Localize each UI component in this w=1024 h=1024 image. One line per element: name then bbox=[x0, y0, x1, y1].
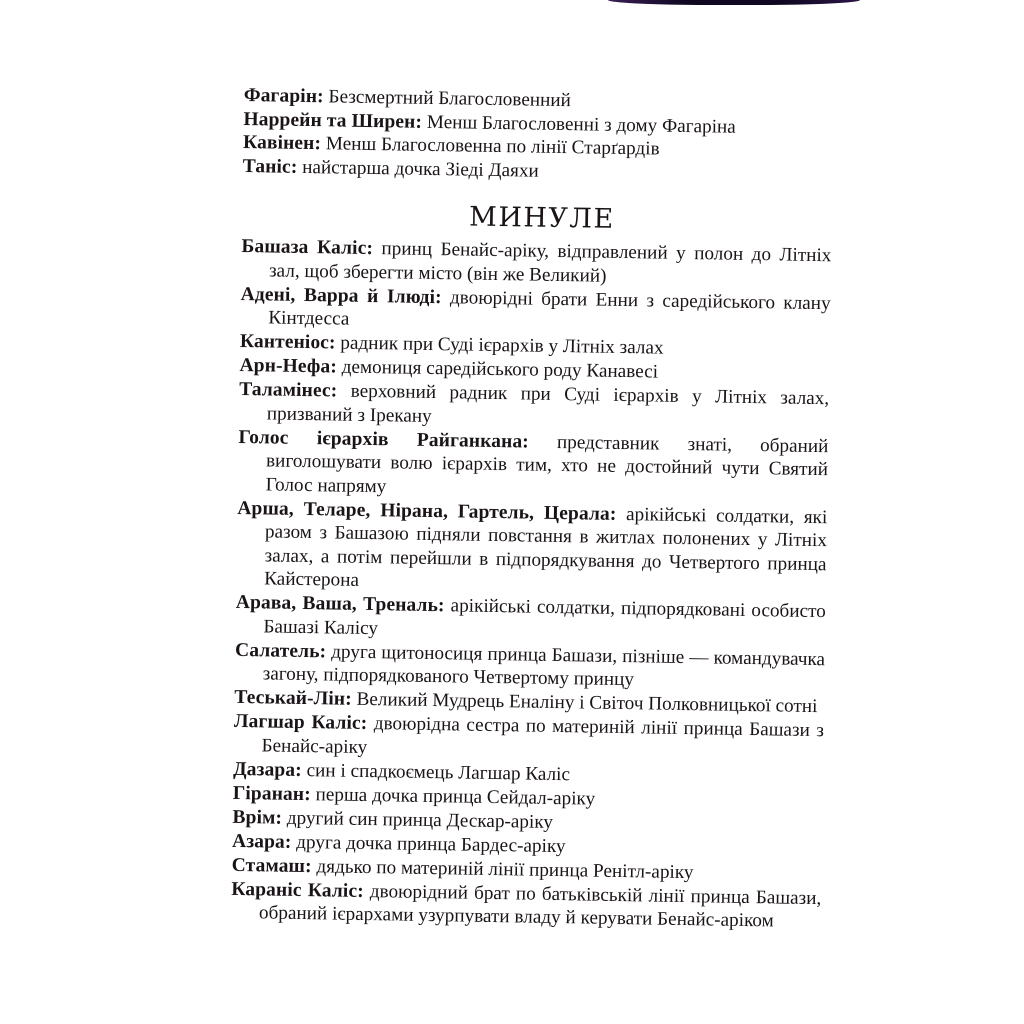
character-entry bbox=[233, 710, 824, 766]
book-page bbox=[231, 84, 834, 934]
character-name: Адені, Варра й Ілюді: bbox=[240, 283, 442, 308]
character-description: дядько по материній лінії принца Ренітл-аріку bbox=[316, 855, 694, 883]
section-title-past: МИНУЛЕ bbox=[468, 201, 615, 235]
character-description: Безсмертний Благословенний bbox=[328, 86, 572, 112]
character-entry bbox=[239, 378, 830, 434]
character-name: Наррейн та Ширен: bbox=[243, 108, 423, 133]
character-description: радник при Суді ієрархів у Літніх залах bbox=[340, 332, 664, 359]
character-entry bbox=[235, 638, 826, 694]
character-entry bbox=[241, 235, 832, 291]
character-name: Башаза Каліс: bbox=[241, 235, 374, 260]
character-name: Арн-Нефа: bbox=[239, 354, 338, 378]
character-name: Кавінен: bbox=[242, 131, 322, 155]
character-description: двоюрідний брат по батьківській лінії принца Башази, обраний ієрархами узурпувати владу й керувати Бенайс-аріком bbox=[258, 880, 822, 932]
character-name: Арша, Теларе, Нірана, Гартель, Церала: bbox=[237, 497, 617, 525]
character-description: двоюрідні брати Енни з саредійського клану Кінтдесса bbox=[268, 286, 831, 330]
character-entry bbox=[235, 591, 826, 647]
character-name: Кантеніос: bbox=[239, 330, 336, 354]
character-description: арікійські солдатки, які разом з Башазою підняли повстання в житлах полонених у Літніх залах, а потім перейшли в підпорядкування до Четвертого принца Кайстерона bbox=[264, 503, 828, 591]
character-description: другий син принца Дескар-аріку bbox=[286, 807, 554, 833]
character-name: Салатель: bbox=[234, 639, 327, 662]
character-description: представник знаті, обраний виголошувати волю ієрархів тим, хто не достойний чути Святий Голос напряму bbox=[265, 431, 829, 497]
character-description: Менш Благословенні з дому Фагаріна bbox=[426, 111, 736, 138]
character-description: найстарша дочка Зіеді Даяхи bbox=[302, 156, 539, 182]
present-characters-list bbox=[243, 84, 834, 187]
character-entry bbox=[236, 496, 827, 599]
character-entry bbox=[238, 425, 829, 505]
character-description: Великий Мудрець Еналіну і Світоч Полковницької сотні bbox=[356, 688, 818, 718]
character-name: Лагшар Каліс: bbox=[233, 710, 368, 735]
character-name: Голос ієрархів Райганкана: bbox=[238, 426, 530, 453]
character-description: верховний радник при Суді ієрархів у Літніх залах, призваний з Ірекану bbox=[266, 380, 830, 427]
character-name: Таніс: bbox=[242, 155, 298, 178]
character-name: Арава, Ваша, Треналь: bbox=[235, 591, 445, 617]
character-description: арікійські солдатки, підпорядковані особисто Башазі Калісу bbox=[263, 595, 826, 639]
character-description: Менш Благословенна по лінії Старґардів bbox=[325, 133, 660, 160]
past-characters-list bbox=[231, 235, 832, 934]
character-name: Гіранан: bbox=[232, 782, 311, 805]
character-description: принц Бенайс-аріку, відправлений у полон до Літніх зал, щоб зберегти місто (він же Великий) bbox=[268, 238, 832, 287]
character-entry bbox=[231, 877, 822, 933]
character-description: демониця саредійського роду Канавесі bbox=[341, 356, 659, 383]
character-description: двоюрідна сестра по материній лінії принца Башази з Бенайс-аріку bbox=[261, 713, 825, 758]
character-name: Таламінес: bbox=[239, 378, 338, 402]
character-name: Теськай-Лін: bbox=[234, 686, 352, 710]
character-name: Стамаш: bbox=[231, 854, 312, 877]
character-name: Караніс Каліс: bbox=[231, 878, 364, 902]
character-name: Врім: bbox=[232, 806, 283, 829]
page-edge-dark-bar bbox=[608, 0, 860, 5]
character-entry bbox=[240, 282, 831, 338]
character-description: перша дочка принца Сейдал-аріку bbox=[315, 783, 596, 810]
character-name: Фагарін: bbox=[243, 84, 324, 108]
character-name: Дазара: bbox=[233, 758, 302, 781]
character-description: друга дочка принца Бардес-аріку bbox=[296, 831, 566, 857]
character-description: друга щитоносиця принца Башази, пізніше — командувачка загону, підпорядкованого Четвертому принцу bbox=[262, 640, 826, 691]
character-description: син і спадкоємець Лагшар Каліс bbox=[306, 759, 571, 785]
character-name: Азара: bbox=[231, 830, 292, 853]
